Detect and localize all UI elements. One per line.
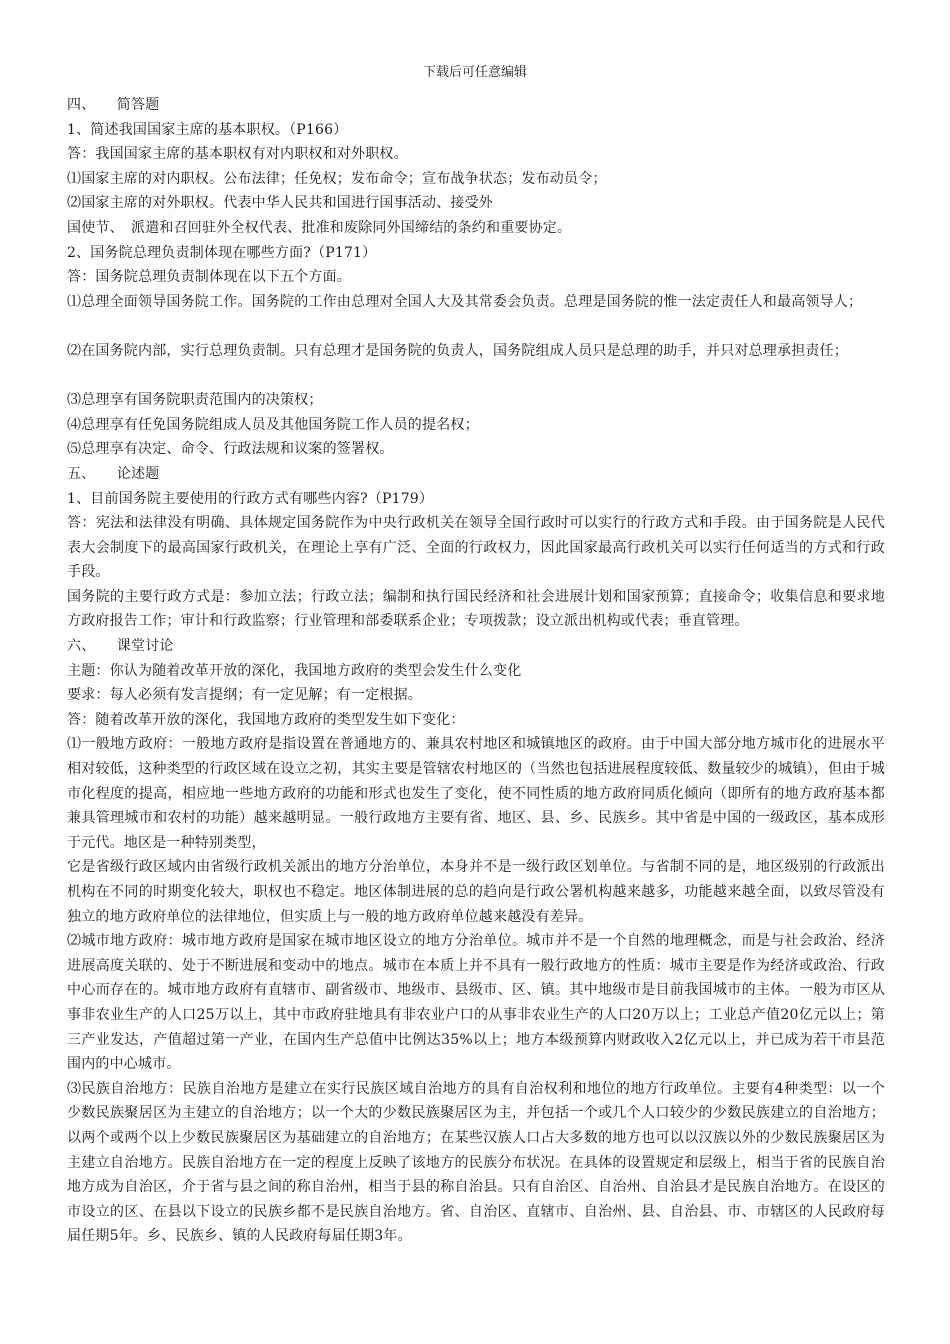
blank-line [67, 314, 885, 339]
list-item: ⑸总理享有决定、命令、行政法规和议案的签署权。 [67, 441, 394, 458]
body-paragraph: 它是省级行政区域内由省级行政机关派出的地方分治单位，本身并不是一级行政区划单位。与省制不同的是，地区级别的行政派出机构在不同的时期变化较大，职权也不稳定。地区体制进展的总的趋向是行政公署机构越来越多，功能越来越全面，以致尽管没有独立的地方政府单位的法律地位，但实质上与一般的地方政府单位越来越没有差异。 [67, 859, 885, 925]
document-body [67, 93, 885, 1249]
answer-paragraph: 答：我国国家主席的基本职权有对内职权和对外职权。 [67, 146, 408, 163]
answer-paragraph: 答：宪法和法律没有明确、具体规定国务院作为中央行政机关在领导全国行政时可以实行的行政方式和手段。由于国务院是人民代表大会制度下的最高国家行政机关，在理论上享有广泛、全面的行政权力，因此国家最高行政机关可以实行任何适当的方式和行政手段。 [67, 515, 885, 581]
requirement-line: 要求：每人必须有发言提纲；有一定见解；有一定根据。 [67, 687, 422, 704]
topic-line: 主题：你认为随着改革开放的深化，我国地方政府的类型会发生什么变化 [67, 662, 522, 679]
list-item: ⑶民族自治地方：民族自治地方是建立在实行民族区域自治地方的具有自治权利和地位的地方行政单位。主要有4种类型：以一个少数民族聚居区为主建立的自治地方；以一个大的少数民族聚居区为主，并包括一个或几个人口较少的少数民族建立的自治地方；以两个或两个以上少数民族聚居区为基础建立的自治地方；在某些汉族人口占大多数的地方也可以以汉族以外的少数民族聚居区为主建立自治地方。民族自治地方在一定的程度上反映了该地方的民族分布状况。在具体的设置规定和层级上，相当于省的民族自治地方成为自治区，介于省与县之间的称自治州，相当于县的称自治县。只有自治区、自治州、自治县才是民族自治地方。在设区的市设立的区、在县以下设立的民族乡都不是民族自治地方。省、自治区、直辖市、自治州、县、自治县、市、市辖区的人民政府每届任期5年。乡、民族乡、镇的人民政府每届任期3年。 [67, 1080, 885, 1245]
list-item: ⑴总理全面领导国务院工作。国务院的工作由总理对全国人大及其常委会负责。总理是国务院的惟一法定责任人和最高领导人； [67, 293, 863, 310]
list-item: ⑶总理享有国务院职责范围内的决策权； [67, 392, 323, 409]
body-paragraph: 国务院的主要行政方式是：参加立法；行政立法；编制和执行国民经济和社会进展计划和国家预算；直接命令；收集信息和要求地方政府报告工作；审计和行政监察；行业管理和部委联系企业；专项拨款；设立派出机构或代表；垂直管理。 [67, 588, 885, 630]
list-item: ⑵城市地方政府：城市地方政府是国家在城市地区设立的地方分治单位。城市并不是一个自然的地理概念，而是与社会政治、经济进展高度关联的、处于不断进展和变动中的地点。城市在本质上并不具有一般行政地方的性质：城市主要是作为经济或政治、行政中心而存在的。城市地方政府有直辖市、副省级市、地级市、县级市、区、镇。其中地级市是目前我国城市的主体。一般为市区从事非农业生产的人口25万以上，其中市政府驻地具有非农业户口的从事非农业生产的人口20万以上；工业总产值20亿元以上；第三产业发达，产值超过第一产业，在国内生产总值中比例达35%以上；地方本级预算内财政收入2亿元以上，并已成为若干市县范围内的中心城市。 [67, 933, 885, 1073]
section-heading: 四、 简答题 [67, 97, 160, 113]
list-item: ⑴国家主席的对内职权。公布法律；任免权；发布命令；宣布战争状态；发布动员令； [67, 170, 607, 187]
section-heading: 五、 论述题 [67, 465, 160, 482]
question-heading: 1、目前国务院主要使用的行政方式有哪些内容?（P179） [67, 490, 434, 507]
blank-line [67, 364, 885, 389]
question-heading: 2、国务院总理负责制体现在哪些方面?（P171） [67, 244, 377, 261]
answer-paragraph: 答：国务院总理负责制体现在以下五个方面。 [67, 269, 351, 286]
list-item: ⑷总理享有任免国务院组成人员及其他国务院工作人员的提名权； [67, 416, 479, 433]
list-item: ⑴一般地方政府：一般地方政府是指设置在普通地方的、兼具农村地区和城镇地区的政府。由于中国大部分地方城市化的进展水平相对较低，这种类型的行政区域在设立之初，其实主要是管辖农村地区的（当然也包括进展程度较低、数量较少的城镇），但由于城市化程度的提高，相应地一些地方政府的功能和形式也发生了变化，使不同性质的地方政府同质化倾向（即所有的地方政府基本都兼具管理城市和农村的功能）越来越明显。一般行政地方主要有省、地区、县、乡、民族乡。其中省是中国的一级政区，基本成形于元代。地区是一种特别类型， [67, 736, 885, 851]
question-heading: 1、简述我国国家主席的基本职权。（P166） [67, 121, 348, 138]
section-heading: 六、 课堂讨论 [67, 638, 174, 655]
page-header: 下载后可任意编辑 [422, 65, 527, 80]
answer-paragraph: 答：随着改革开放的深化，我国地方政府的类型发生如下变化： [67, 711, 465, 728]
text-line: 国使节、 派遣和召回驻外全权代表、批准和废除同外国缔结的条约和重要协定。 [67, 219, 572, 236]
list-item: ⑵国家主席的对外职权。代表中华人民共和国进行国事活动、接受外 [67, 195, 493, 212]
list-item: ⑵在国务院内部，实行总理负责制。只有总理才是国务院的负责人，国务院组成人员只是总理的助手，并只对总理承担责任； [67, 342, 848, 359]
